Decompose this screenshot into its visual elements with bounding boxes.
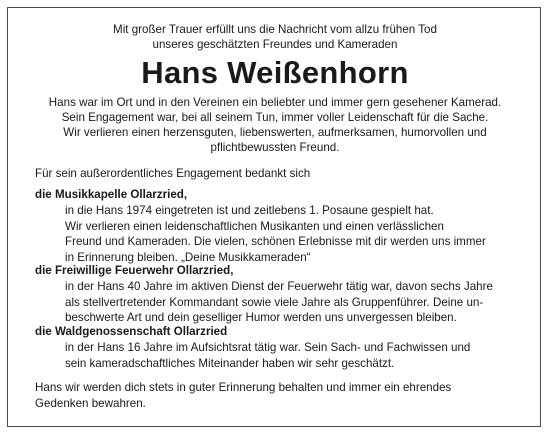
organization-name-music-band: die Musikkapelle Ollarzried, xyxy=(35,188,188,201)
intro-line: unseres geschätzten Freundes und Kameraden xyxy=(152,38,398,51)
thanks-intro: Für sein außerordentliches Engagement bedankt sich xyxy=(35,167,311,180)
closing-line: Gedenken bewahren. xyxy=(35,396,146,410)
org-text-line: als stellvertretender Kommandant sowie viele Jahre als Gruppenführer. Deine un- xyxy=(65,295,484,309)
intro-line: Mit großer Trauer erfüllt uns die Nachricht vom allzu frühen Tod xyxy=(113,23,437,36)
org-text-line: in Erinnerung bleiben. „Deine Musikkameraden“ xyxy=(65,250,311,264)
org-text-line: Wir verlieren einen leidenschaftlichen Musikanten und einen verlässlichen xyxy=(65,219,444,233)
tribute-line: Hans war im Ort und in den Vereinen ein beliebter und immer gern gesehener Kamerad. xyxy=(48,96,502,109)
org-text-line: beschwerte Art und dein geselliger Humor werden uns unvergessen bleiben. xyxy=(65,311,457,324)
closing-text xyxy=(35,380,525,411)
organization-name-fire-brigade: die Freiwillige Feuerwehr Ollarzried, xyxy=(35,264,234,277)
org-text-line: in die Hans 1974 eingetreten ist und zeitlebens 1. Posaune gespielt hat. xyxy=(65,204,434,217)
tribute-line: pflichtbewussten Freund. xyxy=(210,141,340,154)
organization-text-forest-cooperative xyxy=(65,340,535,371)
intro-text xyxy=(0,22,550,52)
organization-text-music-band xyxy=(65,203,535,265)
org-text-line: sein kameradschaftliches Miteinander haben wir sehr geschätzt. xyxy=(65,356,395,370)
organization-name-forest-cooperative: die Waldgenossenschaft Ollarzried xyxy=(35,325,228,338)
tribute-line: Wir verlieren einen herzensguten, liebenswerten, aufmerksamen, humorvollen und xyxy=(63,126,487,139)
org-text-line: Freund und Kameraden. Die vielen, schönen Erlebnisse mit dir werden uns immer xyxy=(65,235,486,248)
org-text-line: in der Hans 16 Jahre im Aufsichtsrat tätig war. Sein Sach- und Fachwissen und xyxy=(65,341,471,354)
tribute-text xyxy=(20,95,530,155)
closing-line: Hans wir werden dich stets in guter Erinnerung behalten und immer ein ehrendes xyxy=(35,381,452,394)
tribute-line: Sein Engagement war, bei all seinem Tun, immer voller Leidenschaft für die Sache. xyxy=(61,111,489,124)
deceased-name: Hans Weißenhorn xyxy=(141,55,409,90)
org-text-line: in der Hans 40 Jahre im aktiven Dienst der Feuerwehr tätig war, davon sechs Jahre xyxy=(65,280,493,293)
organization-text-fire-brigade xyxy=(65,279,535,326)
